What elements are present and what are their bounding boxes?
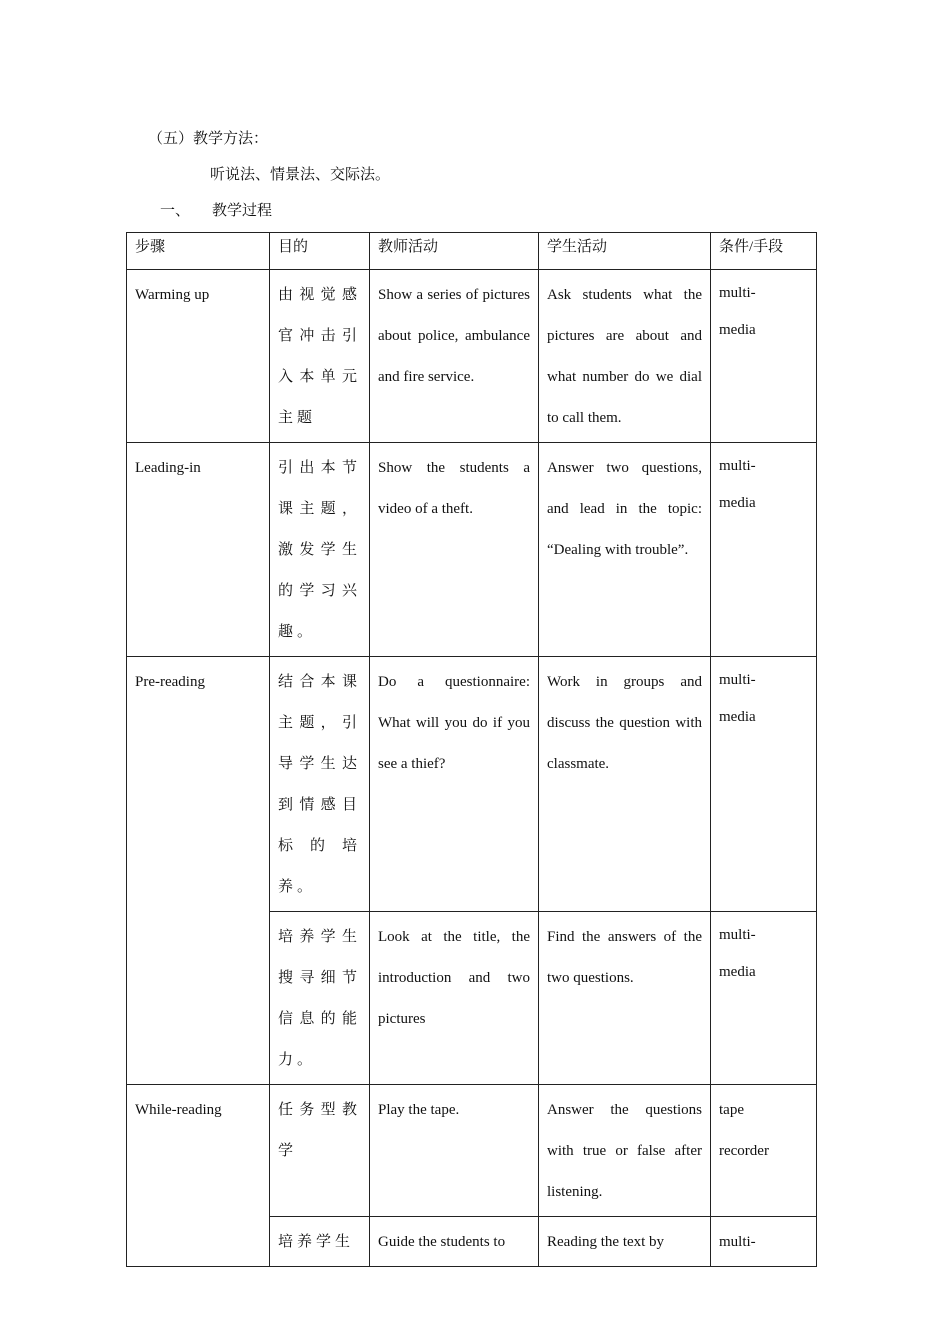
teacher-activity-cell: Guide the students to — [370, 1217, 539, 1267]
purpose-cell: 培养学生搜寻细节信息的能力。 — [270, 912, 370, 1085]
means-cell — [711, 912, 817, 1085]
student-activity-cell: Reading the text by — [539, 1217, 711, 1267]
header-step: 步骤 — [127, 233, 270, 270]
teacher-activity-cell: Do a questionnaire: What will you do if you see a thief? — [370, 657, 539, 912]
means-cell — [711, 270, 817, 443]
purpose-cell: 任务型教学 — [270, 1085, 370, 1217]
means-cell — [711, 1085, 817, 1217]
teaching-method-heading: （五）教学方法： — [148, 131, 269, 147]
table-row — [127, 270, 817, 443]
purpose-cell: 引出本节课主题，激发学生的学习兴趣。 — [270, 443, 370, 657]
purpose-cell: 由视觉感官冲击引入本单元主题 — [270, 270, 370, 443]
table-header-row — [127, 233, 817, 270]
teacher-activity-cell: Play the tape. — [370, 1085, 539, 1217]
header-student-activity: 学生活动 — [539, 233, 711, 270]
teaching-method-text: 听说法、情景法、交际法。 — [210, 167, 391, 183]
header-means: 条件/手段 — [711, 233, 817, 270]
teacher-activity-cell: Show the students a video of a theft. — [370, 443, 539, 657]
header-purpose: 目的 — [270, 233, 370, 270]
student-activity-cell: Find the answers of the two questions. — [539, 912, 711, 1085]
means-text: multi-media — [719, 458, 756, 511]
teaching-process-table — [126, 232, 817, 1267]
teacher-activity-cell: Show a series of pictures about police, ambulance and fire service. — [370, 270, 539, 443]
means-text: multi-media — [719, 285, 756, 338]
purpose-cell: 培养学生 — [270, 1217, 370, 1267]
step-cell: Leading-in — [127, 443, 270, 657]
table-row — [127, 657, 817, 912]
step-cell: Warming up — [127, 270, 270, 443]
step-cell: Pre-reading — [127, 657, 270, 1085]
student-activity-cell: Answer two questions, and lead in the topic: “Dealing with trouble”. — [539, 443, 711, 657]
student-activity-cell: Work in groups and discuss the question with classmate. — [539, 657, 711, 912]
means-cell — [711, 657, 817, 912]
means-text: multi-media — [719, 672, 756, 725]
student-activity-cell: Answer the questions with true or false after listening. — [539, 1085, 711, 1217]
purpose-cell: 结合本课主题，引导学生达到情感目标的培养。 — [270, 657, 370, 912]
table-row — [127, 443, 817, 657]
table-row — [127, 1085, 817, 1217]
student-activity-cell: Ask students what the pictures are about and what number do we dial to call them. — [539, 270, 711, 443]
means-cell — [711, 443, 817, 657]
teaching-process-number: 一、 — [160, 203, 191, 219]
means-text: multi-media — [719, 927, 756, 980]
header-teacher-activity: 教师活动 — [370, 233, 539, 270]
teacher-activity-cell: Look at the title, the introduction and two pictures — [370, 912, 539, 1085]
step-cell: While-reading — [127, 1085, 270, 1267]
means-cell: multi- — [711, 1217, 817, 1267]
teaching-process-heading: 教学过程 — [212, 203, 273, 219]
means-text: tape recorder — [719, 1102, 769, 1159]
